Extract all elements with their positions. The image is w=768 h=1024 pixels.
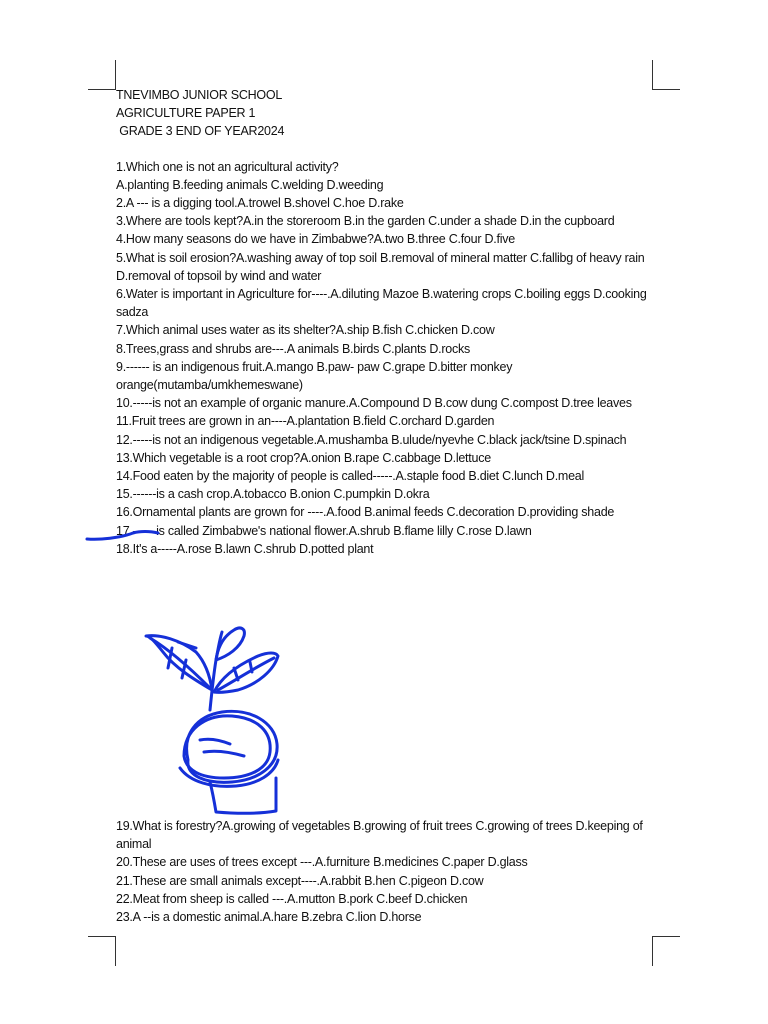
ink-plant-stem	[210, 632, 222, 710]
question-line: 20.These are uses of trees except ---.A.furniture B.medicines C.paper D.glass	[116, 855, 528, 870]
question-line: 2.A --- is a digging tool.A.trowel B.shovel C.hoe D.rake	[116, 196, 404, 211]
question-line: 17.------is called Zimbabwe's national flower.A.shrub B.flame lilly C.rose D.lawn	[116, 523, 532, 538]
crop-mark-top-left-h	[88, 89, 116, 90]
question-line: 9.------ is an indigenous fruit.A.mango B.paw- paw C.grape D.bitter monkey orange(mutamba/umkhemeswane)	[116, 359, 513, 393]
question-line: 19.What is forestry?A.growing of vegetables B.growing of fruit trees C.growing of trees D.keeping of animal	[116, 819, 643, 852]
question-line: 10.-----is not an example of organic manure.A.Compound D B.cow dung C.compost D.tree leaves	[116, 396, 632, 411]
ink-leaf-right-vein	[218, 658, 274, 690]
question-line: 14.Food eaten by the majority of people is called-----.A.staple food B.diet C.lunch D.meal	[116, 469, 585, 484]
question-line: 4.How many seasons do we have in Zimbabwe?A.two B.three C.four D.five	[116, 232, 515, 247]
crop-mark-bottom-left-v	[115, 936, 116, 966]
question-line: 22.Meat from sheep is called ---.A.mutton B.pork C.beef D.chicken	[116, 891, 468, 906]
ink-pot-rim-2	[184, 716, 270, 778]
question-line: A.planting B.feeding animals C.welding D.weeding	[116, 177, 384, 192]
question-line: 21.These are small animals except----.A.rabbit B.hen C.pigeon D.cow	[116, 873, 484, 888]
question-line: 12.-----is not an indigenous vegetable.A.mushamba B.ulude/nyevhe C.black jack/tsine D.spinach	[116, 432, 627, 447]
question-line: 1.Which one is not an agricultural activity?	[116, 159, 339, 174]
question-line: 3.Where are tools kept?A.in the storeroom B.in the garden C.under a shade D.in the cupboard	[116, 214, 615, 229]
paper-title: AGRICULTURE PAPER 1	[116, 106, 256, 121]
ink-leaf-left	[146, 636, 212, 690]
grade-line: GRADE 3 END OF YEAR2024	[116, 124, 285, 139]
ink-pot-body	[210, 778, 276, 813]
question-line: 18.It's a-----A.rose B.lawn C.shrub D.potted plant	[116, 541, 374, 556]
exam-text-top	[116, 86, 661, 558]
question-line: 15.------is a cash crop.A.tobacco B.onion C.pumpkin D.okra	[116, 487, 430, 502]
question-list-top	[116, 158, 661, 558]
question-line: 16.Ornamental plants are grown for ----.A.food B.animal feeds C.decoration D.providing shade	[116, 505, 615, 520]
question-line: 11.Fruit trees are grown in an----A.plantation B.field C.orchard D.garden	[116, 414, 495, 429]
ink-pot-inner	[200, 739, 244, 756]
question-line: 6.Water is important in Agriculture for----.A.diluting Mazoe B.watering crops C.boiling eggs D.cooking sadza	[116, 287, 647, 320]
crop-mark-bottom-right-v	[652, 936, 653, 966]
ink-leaf-left-vein	[150, 638, 210, 688]
question-line: 5.What is soil erosion?A.washing away of top soil B.removal of mineral matter C.fallibg of heavy rain D.removal of topsoil by wind and water	[116, 250, 645, 283]
ink-pot-rim	[187, 711, 278, 782]
ink-leaf-right	[214, 653, 278, 692]
ink-pot-rim-3	[180, 760, 278, 786]
question-line: 7.Which animal uses water as its shelter?A.ship B.fish C.chicken D.cow	[116, 323, 495, 338]
crop-mark-bottom-right-h	[652, 936, 680, 937]
crop-mark-bottom-left-h	[88, 936, 116, 937]
question-line: 13.Which vegetable is a root crop?A.onion B.rape C.cabbage D.lettuce	[116, 450, 491, 465]
exam-text-bottom	[116, 817, 661, 926]
school-name: TNEVIMBO JUNIOR SCHOOL	[116, 88, 283, 102]
question-line: 8.Trees,grass and shrubs are---.A animals B.birds C.plants D.rocks	[116, 341, 471, 356]
question-line: 23.A --is a domestic animal.A.hare B.zebra C.lion D.horse	[116, 910, 422, 925]
ink-leaf-top	[216, 628, 244, 660]
